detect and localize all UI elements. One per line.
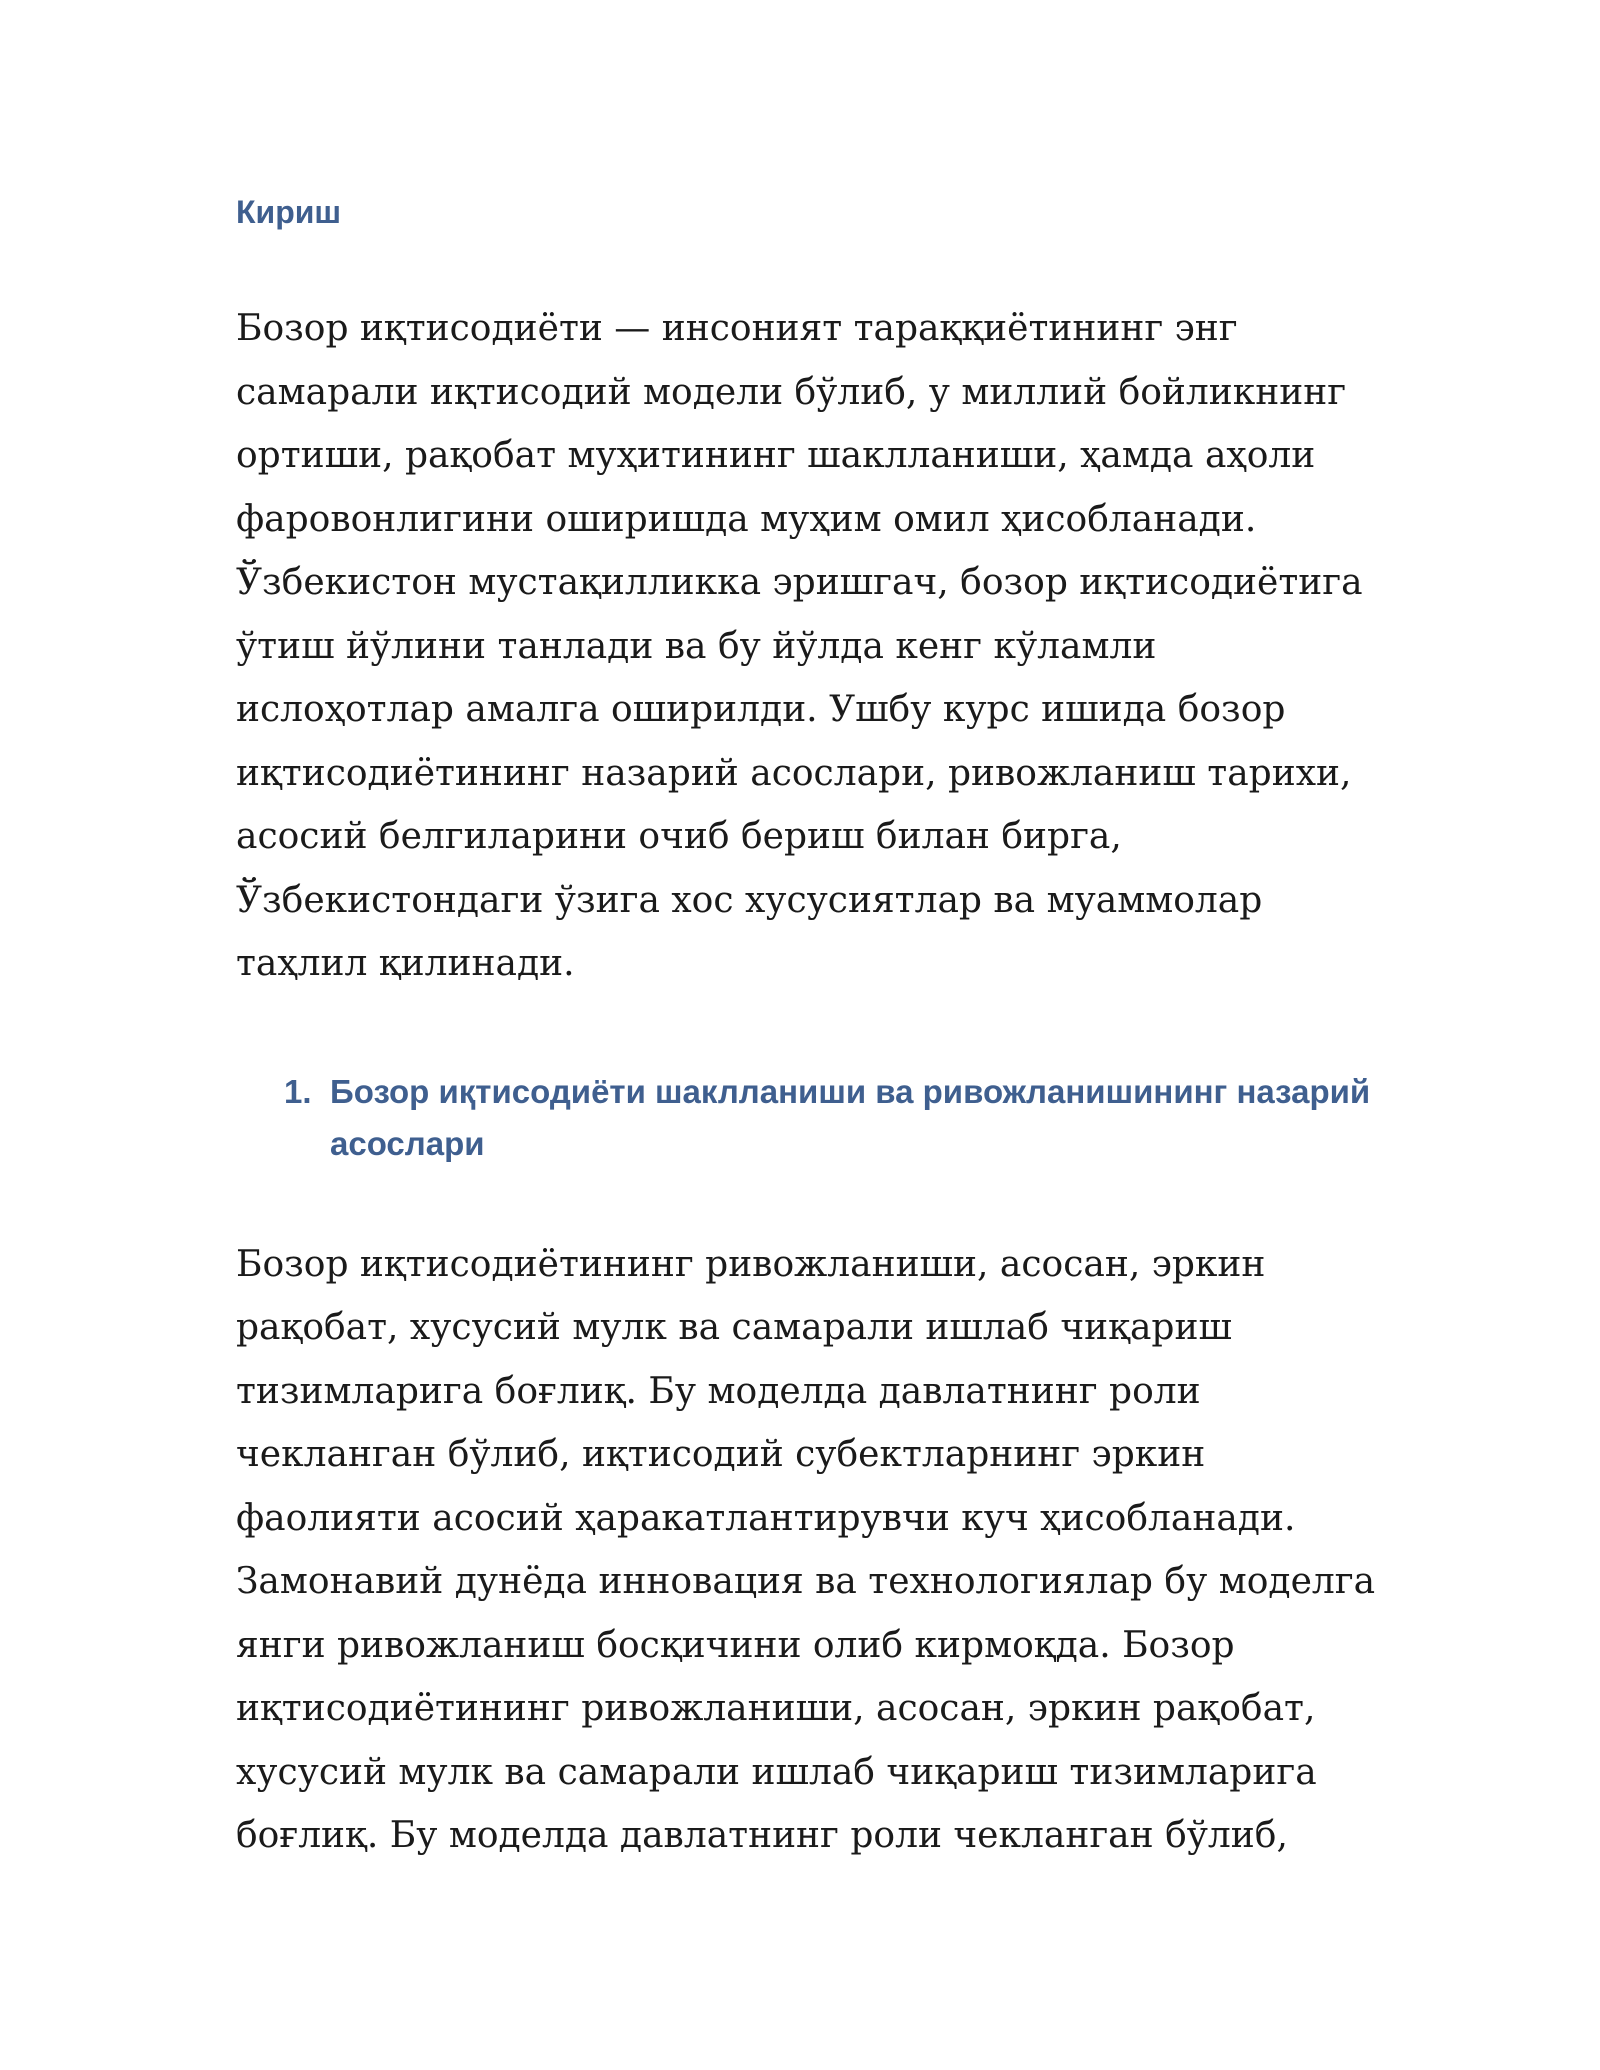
section-1-title: Бозор иқтисодиёти шаклланиши ва ривожланишининг назарий асослари: [330, 1072, 1371, 1162]
document-content: [236, 190, 1376, 1868]
section-1-number: 1.: [284, 1072, 312, 1110]
intro-paragraph: Бозор иқтисодиёти — инсоният тараққиётининг энг самарали иқтисодий модели бўлиб, у миллий бойликнинг ортиши, рақобат муҳитининг шаклланиши, ҳамда аҳоли фаровонлигини оширишда муҳим омил ҳисобланади. Ўзбекистон мустақилликка эришгач, бозор иқтисодиётига ўтиш йўлини танлади ва бу йўлда кенг кўламли ислоҳотлар амалга оширилди. Ушбу курс ишида бозор иқтисодиётининг назарий асослари, ривожланиш тарихи, асосий белгиларини очиб бериш билан бирга, Ўзбекистондаги ўзига хос хусусиятлар ва муаммолар таҳлил қилинади.: [236, 308, 1363, 984]
intro-heading: Кириш: [236, 194, 342, 230]
section-1-paragraph: Бозор иқтисодиётининг ривожланиши, асосан, эркин рақобат, хусусий мулк ва самарали ишлаб чиқариш тизимларига боғлиқ. Бу моделда давлатнинг роли чекланган бўлиб, иқтисодий субектларнинг эркин фаолияти асосий ҳаракатлантирувчи куч ҳисобланади. Замонавий дунёда инновация ва технологиялар бу моделга янги ривожланиш босқичини олиб кирмоқда. Бозор иқтисодиётининг ривожланиши, асосан, эркин рақобат, хусусий мулк ва самарали ишлаб чиқариш тизимларига боғлиқ. Бу моделда давлатнинг роли чекланган бўлиб,: [236, 1243, 1376, 1856]
section-1-heading: [236, 1066, 1376, 1170]
